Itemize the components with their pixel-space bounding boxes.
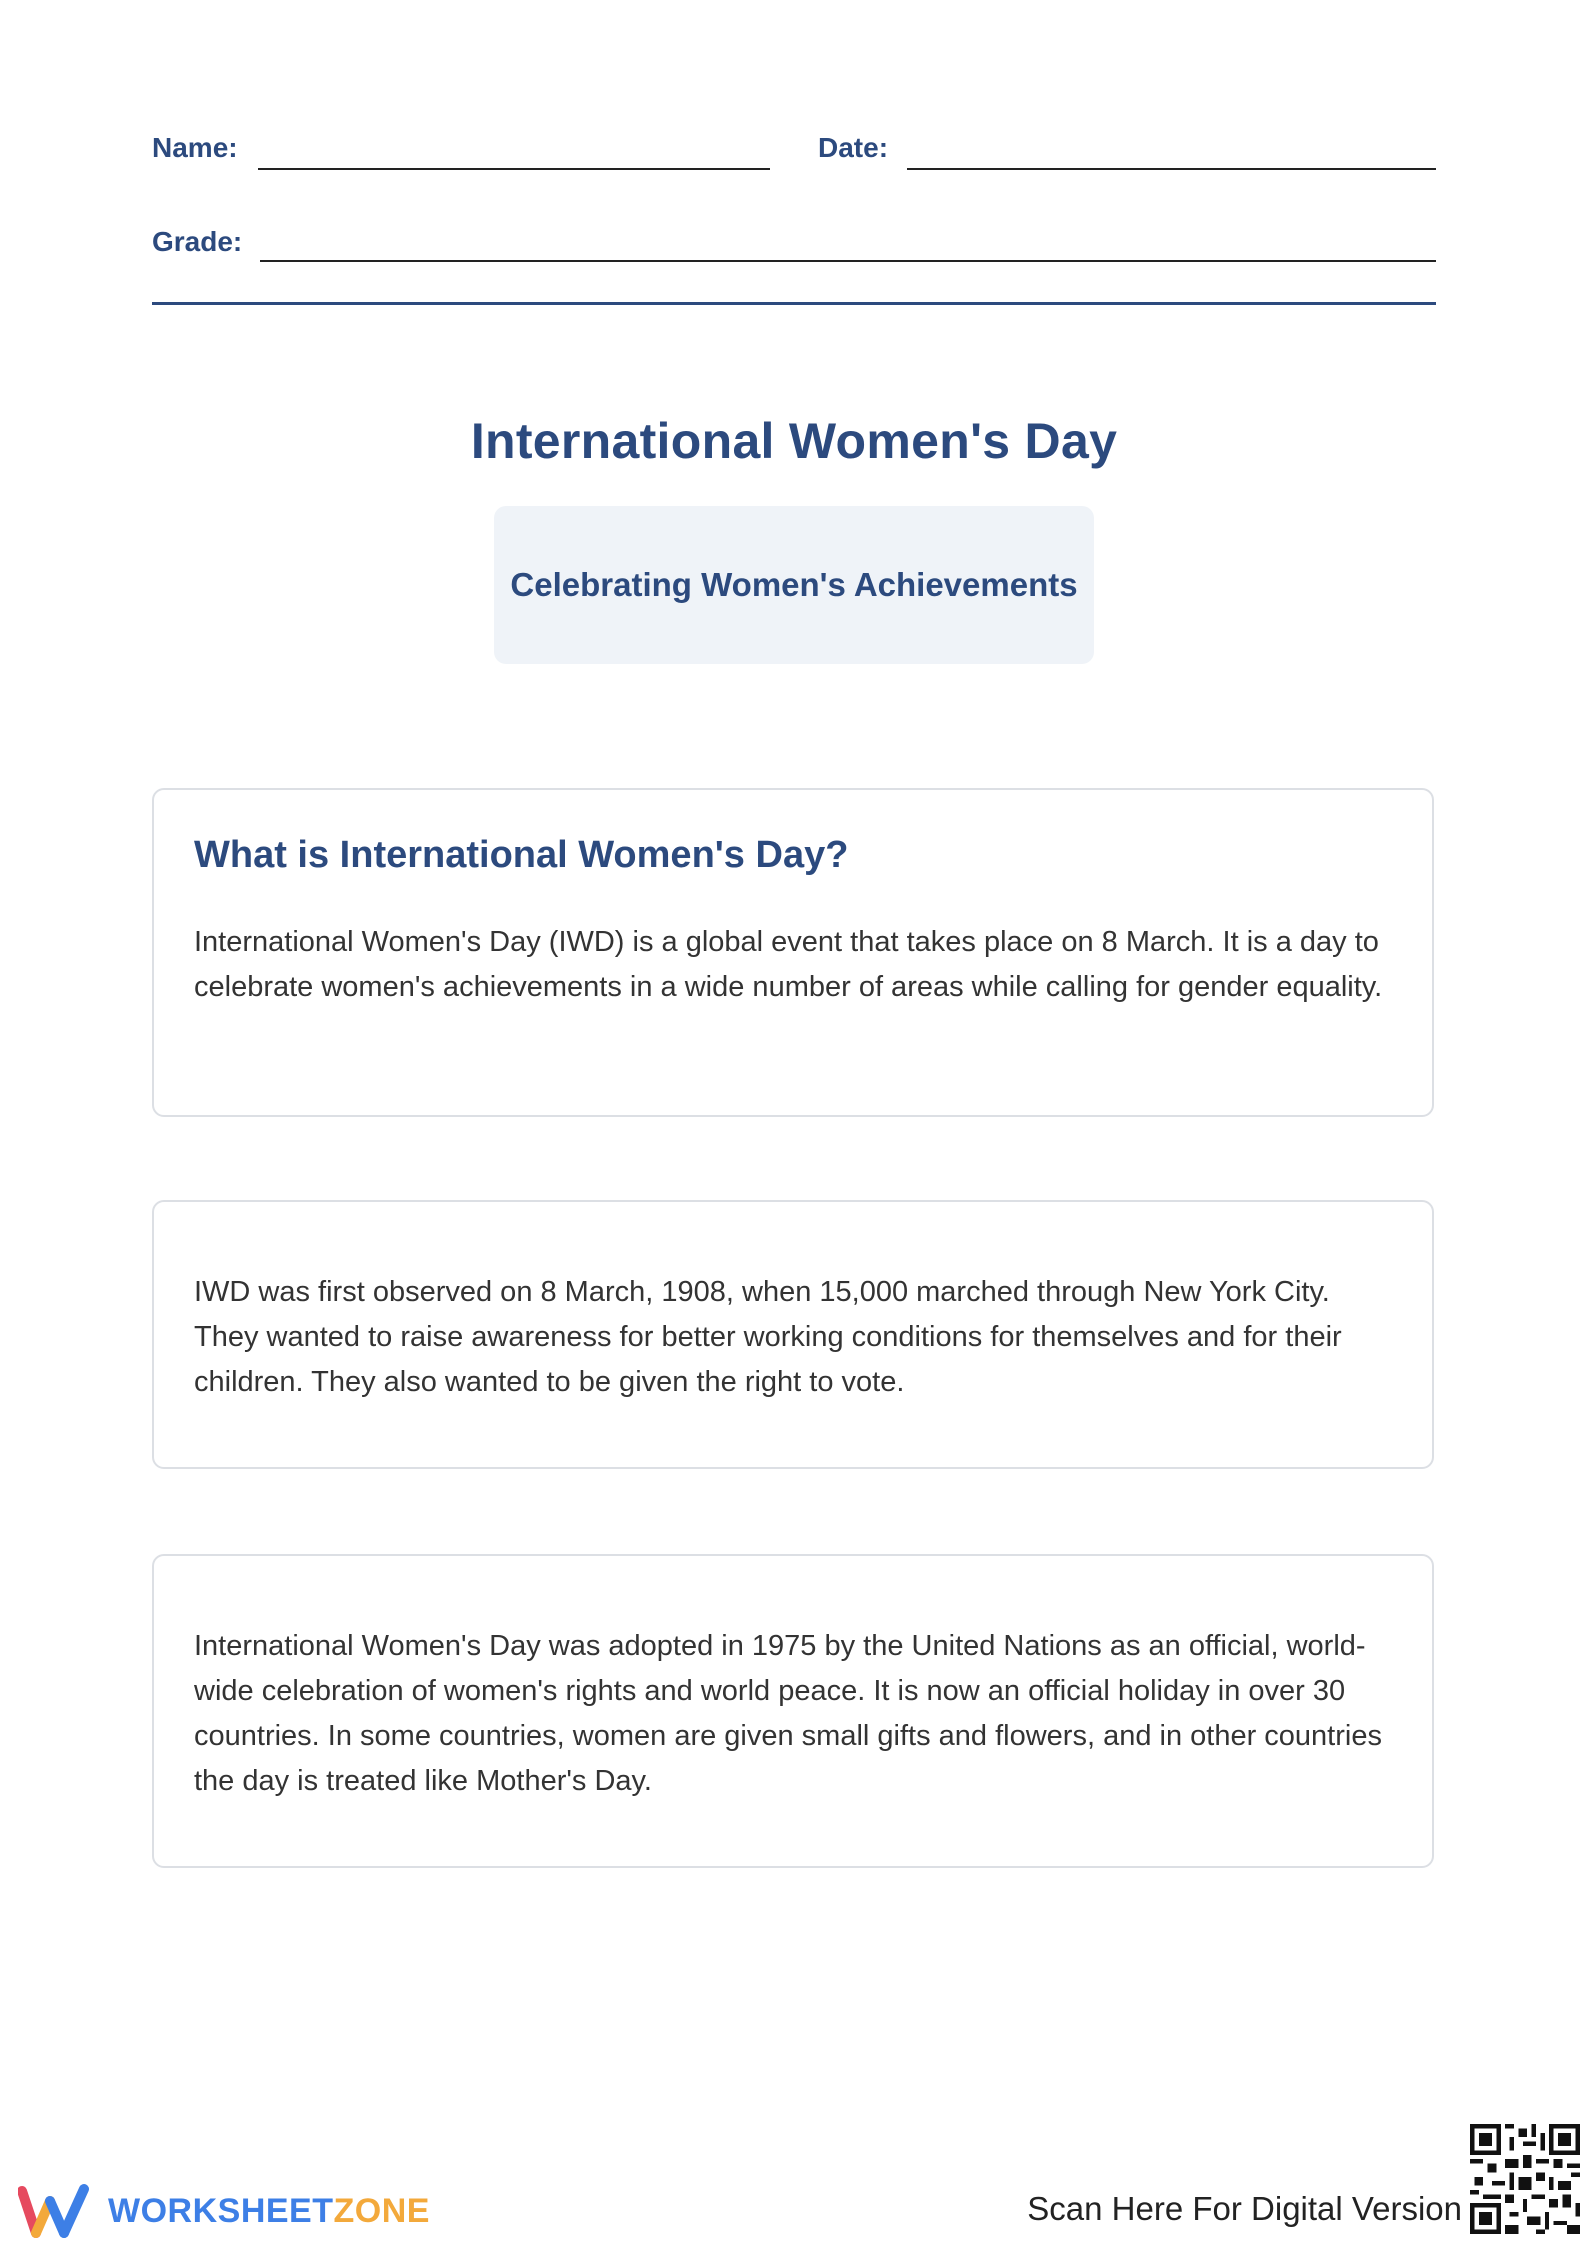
info-card-1	[152, 788, 1434, 1117]
card-1-text: International Women's Day (IWD) is a global event that takes place on 8 March. It is a day to celebrate women's achievements in a wide number of areas while calling for gender equality.	[194, 926, 1383, 1003]
card-2-text: IWD was first observed on 8 March, 1908, when 15,000 marched through New York City. They wanted to raise awareness for better working conditions for themselves and for their children. They also wanted to be given the right to vote.	[194, 1276, 1342, 1398]
name-label: Name:	[152, 132, 238, 163]
header-divider	[152, 302, 1436, 305]
card-3-text: International Women's Day was adopted in 1975 by the United Nations as an official, world-wide celebration of women's rights and world peace. It is now an official holiday in over 30 countries. In some countries, women are given small gifts and flowers, and in other countries the day is treated like Mother's Day.	[194, 1630, 1382, 1797]
grade-label: Grade:	[152, 226, 243, 257]
logo-wordmark: WORKSHEETZONE	[108, 2191, 430, 2230]
name-field-line[interactable]	[258, 168, 770, 170]
grade-field-line[interactable]	[260, 260, 1436, 262]
worksheetzone-logo[interactable]	[18, 2183, 430, 2239]
qr-code-icon[interactable]	[1470, 2124, 1580, 2234]
worksheetzone-logo-icon	[18, 2183, 92, 2239]
page-title: International Women's Day	[470, 413, 1118, 469]
info-card-2	[152, 1200, 1434, 1469]
card-1-heading: What is International Women's Day?	[194, 834, 849, 876]
scan-instruction: Scan Here For Digital Version	[1027, 2190, 1462, 2227]
subtitle-box	[494, 506, 1094, 664]
info-card-3	[152, 1554, 1434, 1868]
date-field-line[interactable]	[907, 168, 1436, 170]
date-label: Date:	[818, 132, 889, 163]
page-subtitle: Celebrating Women's Achievements	[510, 566, 1078, 603]
